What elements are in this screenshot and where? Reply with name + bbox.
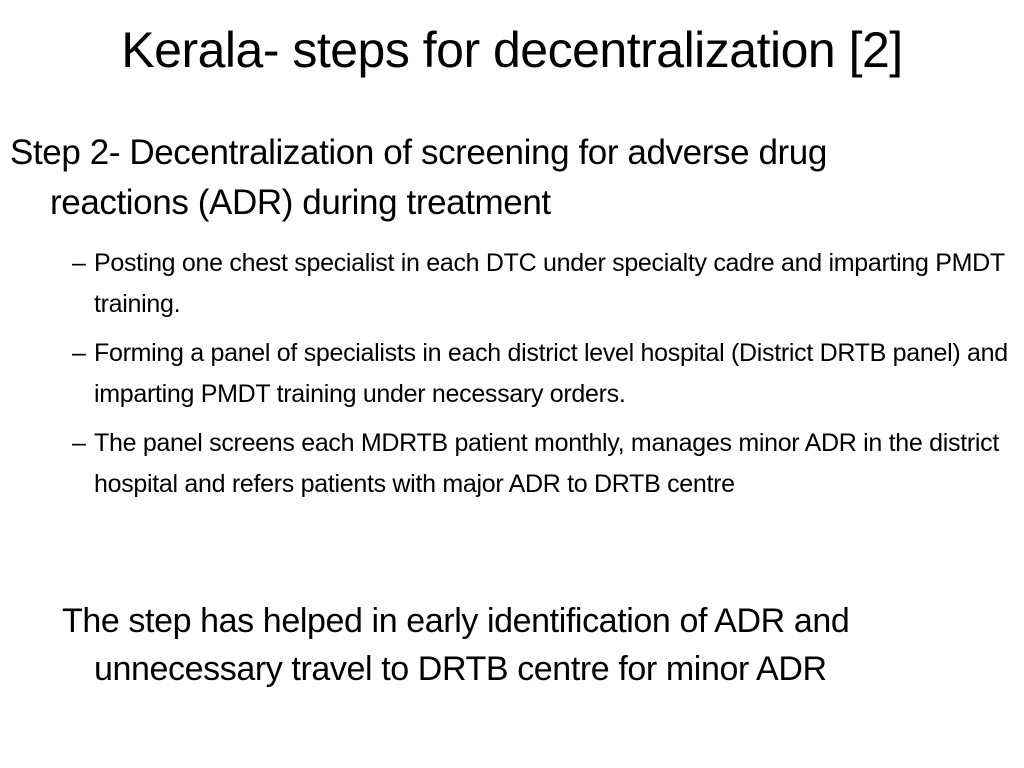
slide-title: Kerala- steps for decentralization [2] — [121, 22, 903, 78]
conclusion-line2: unnecessary travel to DRTB centre for minor ADR — [94, 650, 827, 688]
sub-bullet-list — [72, 243, 1012, 513]
dash-bullet-icon: – — [72, 339, 86, 367]
step-heading-line1: Step 2- Decentralization of screening for adverse drug — [10, 133, 827, 172]
conclusion-line1: The step has helped in early identification of ADR and — [62, 602, 850, 640]
sub-bullet-text: Forming a panel of specialists in each district level hospital (District DRTB panel) and imparting PMDT training under necessary orders. — [94, 339, 1008, 408]
sub-bullet — [72, 243, 1012, 325]
sub-bullet-text: The panel screens each MDRTB patient monthly, manages minor ADR in the district hospital and refers patients with major ADR to DRTB centre — [94, 429, 999, 498]
sub-bullet-text: Posting one chest specialist in each DTC under specialty cadre and imparting PMDT training. — [94, 249, 1005, 318]
sub-bullet — [72, 423, 1012, 505]
dash-bullet-icon: – — [72, 249, 86, 277]
dash-bullet-icon: – — [72, 429, 86, 457]
step-heading-line2: reactions (ADR) during treatment — [50, 183, 551, 222]
sub-bullet — [72, 333, 1012, 415]
step-heading — [10, 128, 1010, 228]
conclusion-text — [62, 597, 1012, 693]
